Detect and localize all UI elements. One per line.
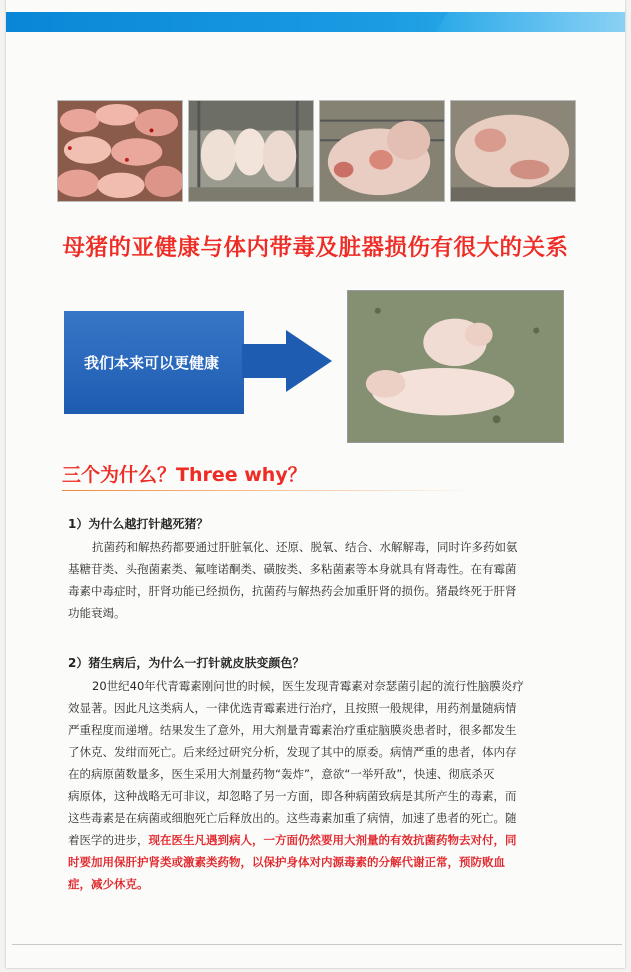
paragraph-line: 效显著。因此凡这类病人，一律优选青霉素进行治疗，且按照一般规律，用药剂量随病情 xyxy=(68,701,517,715)
piglets-photo xyxy=(57,100,183,202)
line-prefix: 着医学的进步， xyxy=(68,833,149,847)
paragraph-line: 20世纪40年代青霉素刚问世的时候，医生发现青霉素对奈瑟菌引起的流行性脑膜炎疗 xyxy=(92,679,524,693)
sow-head-photo xyxy=(319,100,445,202)
paragraph-line: 基糖苷类、头孢菌素类、氟喹诺酮类、磺胺类、多粘菌素等本身就具有肾毒性。在有霉菌 xyxy=(68,562,517,576)
question-1-body xyxy=(68,536,580,624)
page-bottom-rule xyxy=(12,944,622,945)
paragraph-line: 这些毒素是在病菌或细胞死亡后释放出的。这些毒素加重了病情，加速了患者的死亡。随 xyxy=(68,811,517,825)
paragraph-line: 了休克、发绀而死亡。后来经过研究分析，发现了其中的原委。病情严重的患者，体内存 xyxy=(68,745,517,759)
paragraph-line: 毒素中毒症时，肝肾功能已经损伤，抗菌药与解热药会加重肝肾的损伤。猪最终死于肝肾 xyxy=(68,584,517,598)
paragraph-line: 病原体，这种战略无可非议，却忽略了另一方面，即各种病菌致病是其所产生的毒素，而 xyxy=(68,789,517,803)
paragraph-line: 抗菌药和解热药都要通过肝脏氧化、还原、脱氧、结合、水解解毒，同时许多药如氨 xyxy=(92,540,518,554)
photo-strip xyxy=(57,100,575,202)
paragraph-line-mixed xyxy=(68,829,580,851)
paragraph-line: 严重程度而递增。结果发生了意外，用大剂量青霉素治疗重症脑膜炎患者时，很多都发生 xyxy=(68,723,517,737)
healthy-pigs-photo xyxy=(347,290,564,443)
section-title: 三个为什么？Three why？ xyxy=(62,464,307,486)
section-divider xyxy=(62,490,462,491)
highlight-text: 现在医生凡遇到病人，一方面仍然要用大剂量的有效抗菌药物去对付，同 xyxy=(148,833,517,847)
paragraph-line: 功能衰竭。 xyxy=(68,606,126,620)
arrow-banner-text: 我们本来可以更健康 xyxy=(84,354,220,372)
question-1-title: 1）为什么越打针越死猪？ xyxy=(68,517,209,531)
brochure-page xyxy=(6,0,625,968)
top-bar-accent xyxy=(436,12,625,32)
pen-pigs-photo xyxy=(188,100,314,202)
arrow-head-icon xyxy=(242,330,332,392)
headline: 母猪的亚健康与体内带毒及脏器损伤有很大的关系 xyxy=(62,235,569,261)
highlight-line: 时要加用保肝护肾类或激素类药物，以保护身体对内源毒素的分解代谢正常，预防败血 xyxy=(68,855,505,869)
highlight-line: 症，减少休克。 xyxy=(68,877,149,891)
question-2-title: 2）猪生病后，为什么一打针就皮肤变颜色？ xyxy=(68,656,305,670)
question-2-body xyxy=(68,675,580,895)
sow-lying-photo xyxy=(450,100,576,202)
paragraph-line: 在的病原菌数量多，医生采用大剂量药物“轰炸”，意欲“一举歼敌”，快速、彻底杀灭 xyxy=(68,767,495,781)
